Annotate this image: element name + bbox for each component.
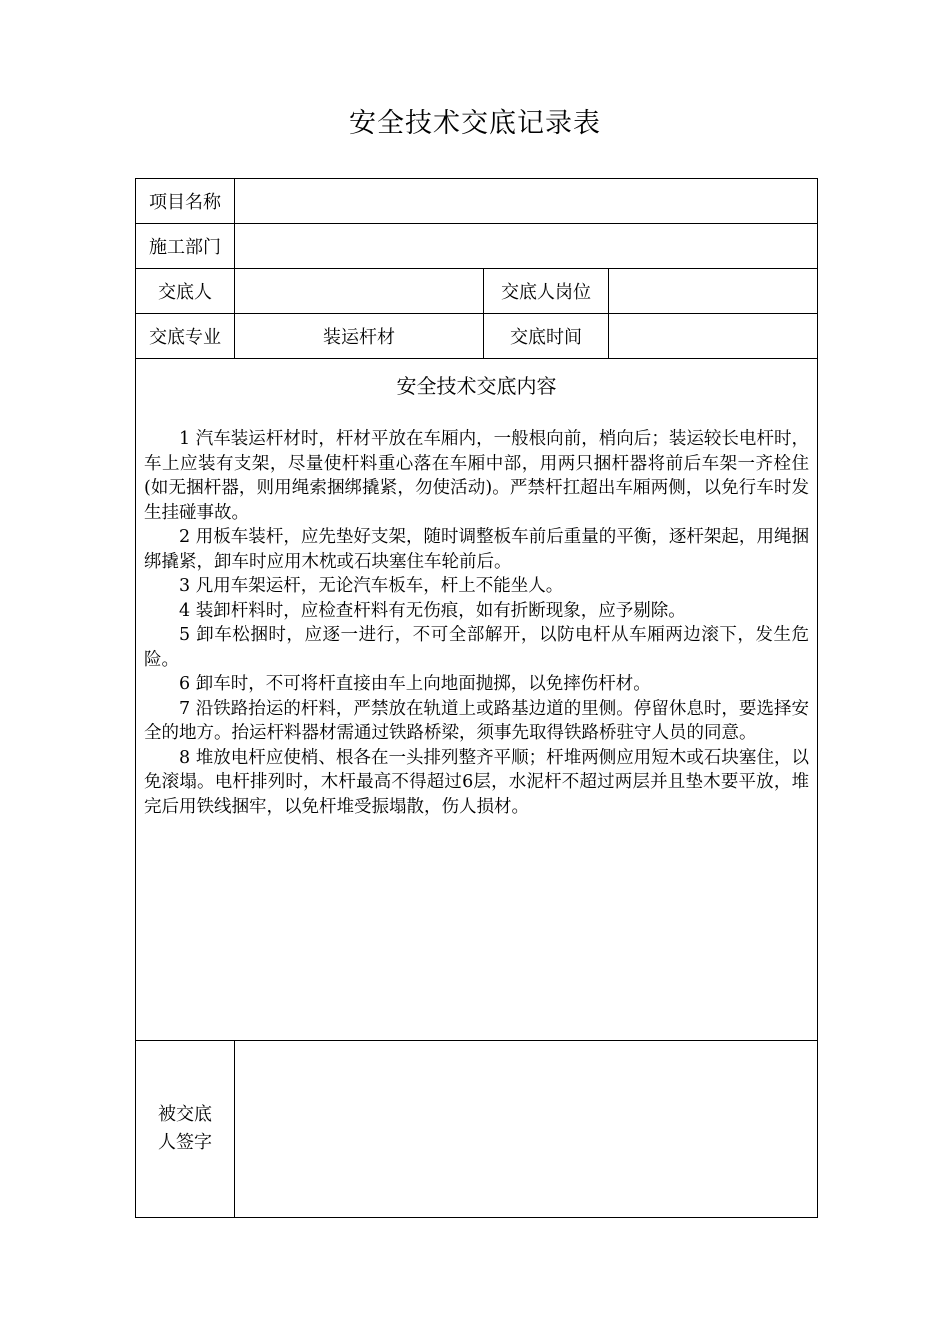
page-title: 安全技术交底记录表: [349, 108, 601, 139]
specialty-label: 交底专业: [136, 314, 235, 359]
presenter-field[interactable]: [235, 269, 484, 314]
dept-label: 施工部门: [136, 224, 235, 269]
row-signature: [136, 1041, 818, 1218]
row-presenter: [136, 269, 818, 314]
row-project-name: [136, 179, 818, 224]
specialty-field[interactable]: 装运杆材: [235, 314, 484, 359]
safety-briefing-form: [135, 178, 818, 1218]
content-paragraph: 8 堆放电杆应使梢、根各在一头排列整齐平顺；杆堆两侧应用短木或石块塞住，以免滚塌。电杆排列时，木杆最高不得超过6层，水泥杆不超过两层并且垫木要平放，堆完后用铁线捆牢，以免杆堆受振塌散，伤人损材。: [144, 747, 810, 817]
dept-field[interactable]: [235, 224, 818, 269]
content-paragraph: 1 汽车装运杆材时，杆材平放在车厢内，一般根向前，梢向后；装运较长电杆时，车上应装有支架，尽量使杆料重心落在车厢中部，用两只捆杆器将前后车架一齐栓住(如无捆杆器，则用绳索捆绑撬紧，勿使活动)。严禁杆扛超出车厢两侧，以免行车时发生挂碰事故。: [144, 429, 810, 523]
content-paragraph: 2 用板车装杆，应先垫好支架，随时调整板车前后重量的平衡，逐杆架起，用绳捆绑撬紧，卸车时应用木枕或石块塞住车轮前后。: [144, 527, 810, 572]
content-cell: [136, 359, 818, 1041]
content-paragraph: 4 装卸杆料时，应检查杆料有无伤痕，如有折断现象，应予剔除。: [179, 600, 686, 621]
content-paragraph: 5 卸车松捆时，应逐一进行，不可全部解开，以防电杆从车厢两边滚下，发生危险。: [144, 625, 810, 670]
project-name-label: 项目名称: [136, 179, 235, 224]
content-paragraph: 6 卸车时，不可将杆直接由车上向地面抛掷，以免摔伤杆材。: [179, 674, 651, 694]
project-name-field[interactable]: [235, 179, 818, 224]
signature-label: [136, 1041, 235, 1218]
signature-field[interactable]: [235, 1041, 818, 1218]
signature-label-line2: 人签字: [158, 1132, 212, 1153]
presenter-post-label: 交底人岗位: [484, 269, 609, 314]
row-specialty: [136, 314, 818, 359]
row-dept: [136, 224, 818, 269]
row-content: [136, 359, 818, 1041]
presenter-post-field[interactable]: [609, 269, 818, 314]
presenter-label: 交底人: [136, 269, 235, 314]
content-paragraph: 7 沿铁路抬运的杆料，严禁放在轨道上或路基边道的里侧。停留休息时，要选择安全的地方。抬运杆料器材需通过铁路桥梁，须事先取得铁路桥驻守人员的同意。: [144, 698, 810, 743]
time-field[interactable]: [609, 314, 818, 359]
content-paragraph: 3 凡用车架运杆，无论汽车板车，杆上不能坐人。: [179, 576, 564, 596]
time-label: 交底时间: [484, 314, 609, 359]
signature-label-line1: 被交底: [158, 1104, 212, 1125]
content-heading: 安全技术交底内容: [396, 374, 557, 398]
